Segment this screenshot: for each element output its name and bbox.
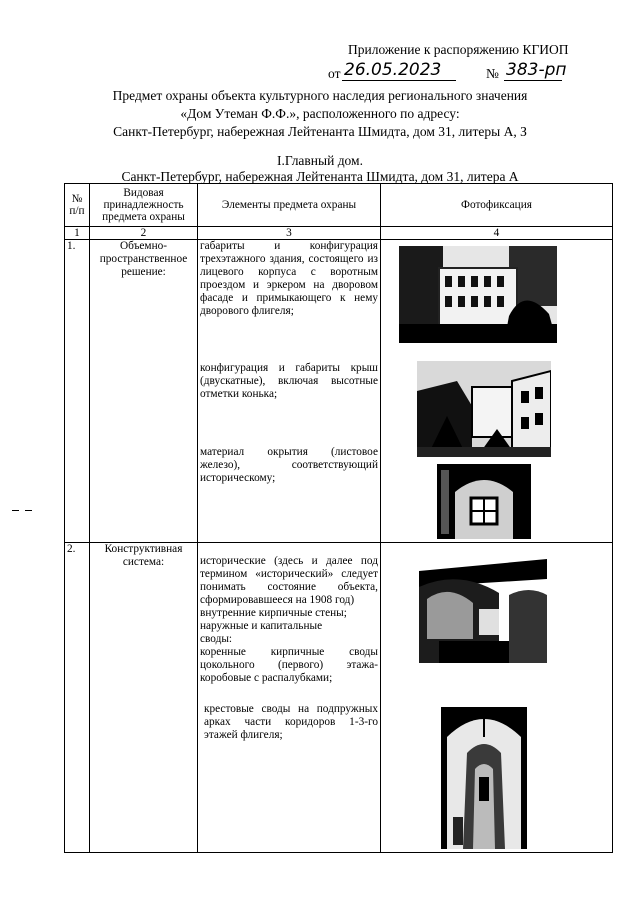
table-header-row: [65, 184, 613, 227]
element-text: крестовые своды на подпружных арках части коридоров 1-3-го этажей флигеля;: [204, 703, 378, 741]
number-prefix: №: [486, 66, 499, 81]
col-number: 2: [90, 227, 198, 240]
header-photo: Фотофиксация: [381, 184, 613, 227]
element-text: габариты и конфигурация трехэтажного здания, состоящего из лицевого корпуса с воротным проездом и эркером на дворовом фасаде и примыкающего к нему дворового флигеля;: [200, 240, 378, 317]
section-heading: I.Главный дом.: [277, 153, 363, 168]
courtyard-photo: [417, 361, 551, 457]
table-row: [65, 240, 613, 543]
element-text: исторические (здесь и далее под термином «исторический» следует понимать состояние объекта, сформировавшееся на 1908 год): [200, 555, 378, 606]
col-number: 3: [198, 227, 381, 240]
number-underline: [504, 80, 562, 81]
protection-table: [64, 183, 613, 853]
element-text: коренные кирпичные своды цокольного (первого) этажа-коробовые с распалубками;: [200, 646, 378, 684]
photo-cell: [381, 543, 613, 853]
element-text: материал окрытия (листовое железо), соответствующий историческому;: [200, 446, 378, 484]
date-underline: [342, 80, 456, 81]
row-category: Объемно-пространственное решение:: [90, 240, 198, 543]
header-category: Видовая принадлежность предмета охраны: [90, 184, 198, 227]
column-number-row: [65, 227, 613, 240]
order-number: 383-рп: [506, 60, 567, 80]
header-elements: Элементы предмета охраны: [198, 184, 381, 227]
row-category: Конструктивная система:: [90, 543, 198, 853]
row-number: 1.: [65, 240, 90, 543]
gate-photo: [437, 464, 531, 539]
corridor-photo: [441, 707, 527, 849]
photo-cell: [381, 240, 613, 543]
order-date: 26.05.2023: [344, 60, 442, 80]
vault-photo: [419, 559, 547, 663]
element-text: своды:: [200, 633, 233, 645]
col-number: 4: [381, 227, 613, 240]
table-row: [65, 543, 613, 853]
section-address: Санкт-Петербург, набережная Лейтенанта Шмидта, дом 31, литера А: [121, 169, 519, 184]
row-elements: [198, 543, 381, 853]
header-num: № п/п: [65, 184, 90, 227]
date-prefix: от: [328, 66, 341, 81]
col-number: 1: [65, 227, 90, 240]
margin-mark: [12, 510, 19, 511]
element-text: внутренние кирпичные стены;: [200, 607, 347, 619]
title-line-3: Санкт-Петербург, набережная Лейтенанта Шмидта, дом 31, литеры А, З: [113, 124, 527, 139]
margin-mark: [25, 510, 32, 511]
row-number: 2.: [65, 543, 90, 853]
element-text: конфигурация и габариты крыш (двускатные), включая высотные отметки конька;: [200, 362, 378, 400]
row-elements: [198, 240, 381, 543]
title-line-1: Предмет охраны объекта культурного наследия регионального значения: [112, 88, 528, 103]
title-line-2: «Дом Утеман Ф.Ф.», расположенного по адресу:: [180, 106, 460, 121]
facade-photo: [399, 246, 557, 343]
element-text: наружные и капитальные: [200, 620, 323, 632]
appendix-line: Приложение к распоряжению КГИОП: [348, 42, 569, 57]
